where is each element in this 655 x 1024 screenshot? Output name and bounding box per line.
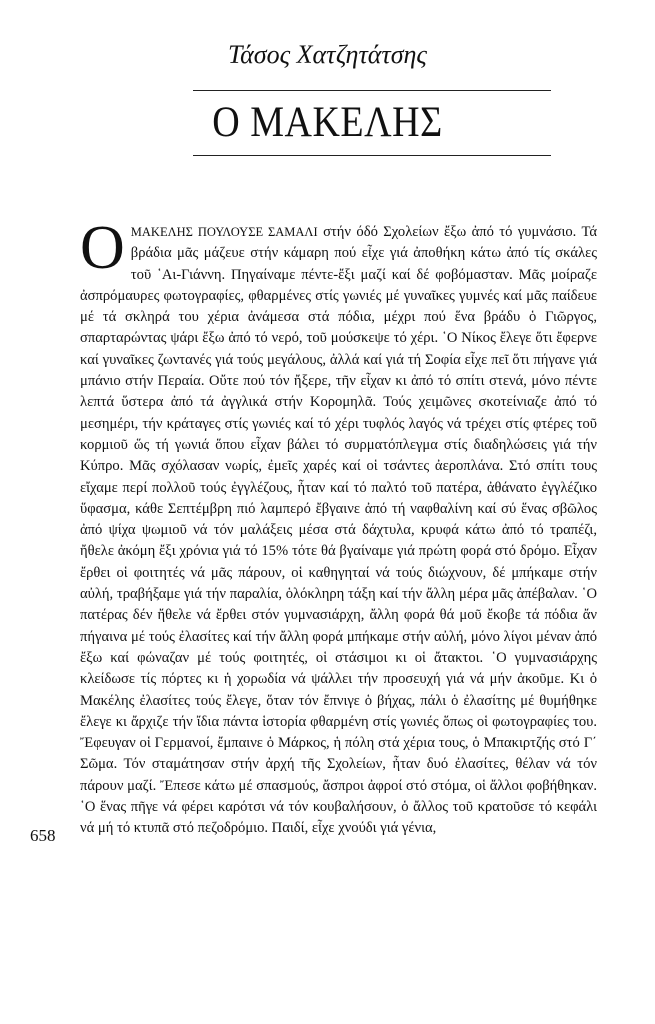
page-number: 658 [30, 826, 56, 845]
bottom-rule [193, 155, 551, 156]
top-rule [193, 90, 551, 91]
drop-cap: Ο [80, 214, 125, 282]
paragraph: στήν όδό Σχολείων ἔξω ἀπό τό γυμνάσιο. Τά βράδια μᾶς μάζευε στήν κάμαρη πού εἶχε γιά ἀποθήκη κάτω ἀπό τίς σκάλες τοῦ ῾Αι-Γιάννη. Πηγαίναμε πέντε-ἔξι μαζί καί δέ φοβόμασταν. Μᾶς μοίραζε ἀσπρόμαυρες φωτογραφίες, φθαρμένες στίς γωνιές μέ γυναῖκες γυμνές καί μᾶς παίδευε μέ τά σκληρά του χέρια ἀνάμεσα στά πόδια, μέχρι πού ἕνα βράδυ ὁ Γιῶργος, σπαρταρώντας ψάρι ἔξω ἀπό τό νερό, τοῦ μούσκεψε τό χέρι. ῾Ο Νίκος ἔλεγε ὅτι ἔφερνε καί γυναῖκες ζωντανές γιά τούς μεγάλους, ἀλλά καί γιά τή Σοφία εἶχε πεῖ ὅτι πήγανε γιά μπάνιο στήν Περαία. Οὔτε πού τόν ἤξερε, τῆν εἶχαν κι ἀπό τό σπίτι στενά, μόνο πέντε λεπτά ὕστερα ἀπό τά ἀγγλικά στήν Κορομηλᾶ. Τούς χειμῶνες σκοτείνιαζε ἀπό τό μεσημέρι, τήν κράταγες στίς γωνιές καί τό χέρι τυφλός λαγός νά τρέχει στίς φτέρες τοῦ κορμιοῦ ὥς τή γωνιά ὅπου εἶχαν βάλει τό συρματόπλεγμα στίς διαδηλώσεις γιά τήν Κύπρο. Μᾶς σχόλασαν νωρίς, ἐμεῖς χαρές καί οἱ τσάντες ἀεροπλάνα. Στό σπίτι τους εἴχαμε περί πολλοῦ τούς ἐγγλέζους, ἦταν καί τό παλτό τοῦ πατέρα, ἀθάνατο ἐγγλέζικο ὕφασμα, κάθε Σεπτέμβρη πιό λαμπερό ἔβγαινε ἀπό τή ναφθαλίνη καί σύ ἕνας σβῶλος ἀπό ψίχα ψωμιοῦ νά τόν μαλάξεις μέσα στά δάχτυλα, κρυφά κάτω ἀπό τό τραπέζι, ἤθελε ἀκόμη ἔξι χρόνια γιά τό 15% τότε θά βγαίναμε γιά πρώτη φορά στό δρόμο. Εἶχαν ἔρθει οἱ φοιτητές νά μᾶς πάρουν, οἱ καθηγηταί νά τούς διώχνουν, δέ μπήκαμε στήν αὐλή, τραβήξαμε γιά τήν παραλία, ὁλόκληρη τάξη καί τήν ἄλλη μέρα μᾶς ἀπέβαλαν. ῾Ο πατέρας δέν ἤθελε νά ἔρθει στόν γυμνασιάρχη, ἄλλη φορά θά μοῦ ἔκοβε τά πόδια ἄν πήγαινα μέ τούς ἐλασίτες καί τήν ἄλλη φορά μπήκαμε στήν αὐλή, μόνο λίγοι μέναν ἀπό ἔξω καί φώναζαν μέ τούς φοιτητές, οἱ στάσιμοι κι οἱ ἄτακτοι. ῾Ο γυμνασιάρχης κλείδωσε τίς πόρτες κι ἡ χορωδία νά ψάλλει τήν προσευχή γιά νά μήν ἀκοῦμε. Κι ὁ Μακέλης ἐλασίτες τούς ἔλεγε, ὅταν τόν ἔπνιγε ὁ βήχας, πάλι ὁ ἐλασίτης μέ θυμήθηκε ἔλεγε κι ἄρχιζε τήν ἴδια πάντα ἱστορία φθαρμένη στίς γωνιές ὅπως οἱ φωτογραφίες του. Ἔφευγαν οἱ Γερμανοί, ἔμπαινε ὁ Μάρκος, ἡ πόλη στά χέρια τους, ὁ Μπακιρτζής στό Γ΄ Σῶμα. Τόν σταμάτησαν στήν ἀρχή τῆς Σχολείων, ἦταν δυό ἐλασίτες, θέλαν νά τόν πάρουν μαζί. Ἔπεσε κάτω μέ σπασμούς, ἄσπροι ἀφροί στό στόμα, οἱ ἄλλοι φοβήθηκαν. ῾Ο ἕνας πῆγε νά φέρει καρότσι νά τόν κουβαλήσουν, ὁ ἄλλος τοῦ κρατοῦσε τό κεφάλι νά μή τό κτυπᾶ στό πεζοδρόμιο. Παιδί, εἶχε χνούδι γιά γένια, [80, 224, 597, 837]
story-title: Ο ΜΑΚΕΛΗΣ [212, 97, 443, 147]
story-body [80, 214, 597, 840]
lead-in: ΜΑΚΕΛΗΣ ΠΟΥΛΟΥΣΕ ΣΑΜΑΛΙ [130, 225, 318, 239]
author-name: Τάσος Χατζητάτσης [228, 40, 427, 69]
